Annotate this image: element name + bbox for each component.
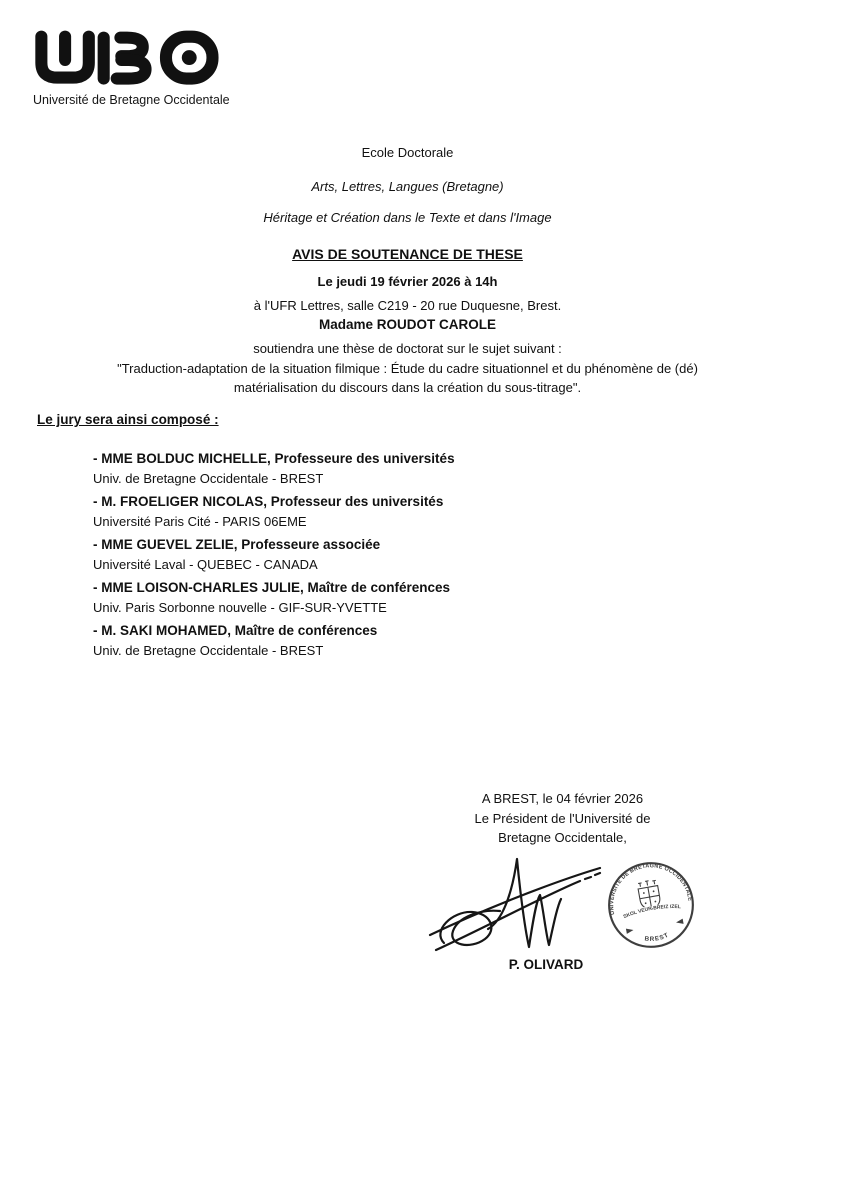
defense-datetime: Le jeudi 19 février 2026 à 14h — [317, 274, 498, 289]
seal-arrow-right-icon — [676, 919, 684, 926]
seal-banner-text: SKOL VEUR BREIZ IZEL — [622, 904, 682, 921]
jury-member-name: - MME BOLDUC MICHELLE, Professeure des universités — [93, 451, 455, 466]
jury-member-name: - M. FROELIGER NICOLAS, Professeur des universités — [93, 494, 444, 509]
svg-text:BREST — [643, 931, 671, 945]
defense-location: à l'UFR Lettres, salle C219 - 20 rue Duquesne, Brest. — [253, 298, 562, 313]
defense-intro: soutiendra une thèse de doctorat sur le sujet suivant : — [253, 341, 562, 356]
signature-block — [420, 791, 705, 845]
signatory-title-line1: Le Président de l'Université de — [474, 811, 651, 826]
logo-subtitle: Université de Bretagne Occidentale — [33, 93, 230, 107]
jury-member — [93, 578, 455, 618]
jury-member-affiliation: Université Paris Cité - PARIS 06EME — [93, 514, 307, 529]
place-date: A BREST, le 04 février 2026 — [481, 791, 644, 806]
jury-member-name: - M. SAKI MOHAMED, Maître de conférences — [93, 623, 378, 638]
signatory-name: P. OLIVARD — [508, 957, 584, 972]
svg-text:SKOL VEUR BREIZ IZEL — [622, 901, 682, 921]
seal-outer-text: UNIVERSITE DE BRETAGNE OCCIDENTALE — [609, 863, 693, 916]
ubo-logo — [33, 30, 230, 107]
seal-arrow-left-icon — [626, 927, 634, 934]
jury-member-name: - MME GUEVEL ZELIE, Professeure associée — [93, 537, 381, 552]
jury-member — [93, 449, 455, 489]
ubo-logo-mark-icon — [33, 30, 219, 88]
thesis-title — [35, 359, 780, 397]
jury-member — [93, 535, 455, 575]
doctoral-program: Arts, Lettres, Langues (Bretagne) — [311, 179, 504, 194]
doctoral-school-label: Ecole Doctorale — [361, 145, 454, 160]
research-theme: Héritage et Création dans le Texte et dans l'Image — [263, 210, 552, 225]
signature-scribble — [428, 849, 608, 955]
jury-member-affiliation: Univ. de Bretagne Occidentale - BREST — [93, 643, 324, 658]
document-header — [35, 145, 780, 397]
thesis-title-line2: matérialisation du discours dans la création du sous-titrage". — [233, 380, 582, 395]
thesis-title-line1: "Traduction-adaptation de la situation filmique : Étude du cadre situationnel et du phénomène de (dé) — [117, 361, 698, 376]
jury-member-affiliation: Univ. Paris Sorbonne nouvelle - GIF-SUR-YVETTE — [93, 600, 387, 615]
jury-section — [37, 411, 455, 664]
seal-bottom-text: BREST — [644, 931, 671, 944]
candidate-name: Madame ROUDOT CAROLE — [318, 317, 497, 332]
jury-member-affiliation: Univ. de Bretagne Occidentale - BREST — [93, 471, 324, 486]
jury-member — [93, 621, 455, 661]
signatory-title-line2: Bretagne Occidentale, — [498, 830, 627, 845]
jury-member-affiliation: Université Laval - QUEBEC - CANADA — [93, 557, 318, 572]
university-seal — [606, 860, 696, 950]
notice-title: AVIS DE SOUTENANCE DE THESE — [292, 246, 523, 262]
jury-member-name: - MME LOISON-CHARLES JULIE, Maître de conférences — [93, 580, 451, 595]
jury-member — [93, 492, 455, 532]
jury-heading: Le jury sera ainsi composé : — [37, 412, 219, 427]
jury-list — [93, 449, 455, 661]
